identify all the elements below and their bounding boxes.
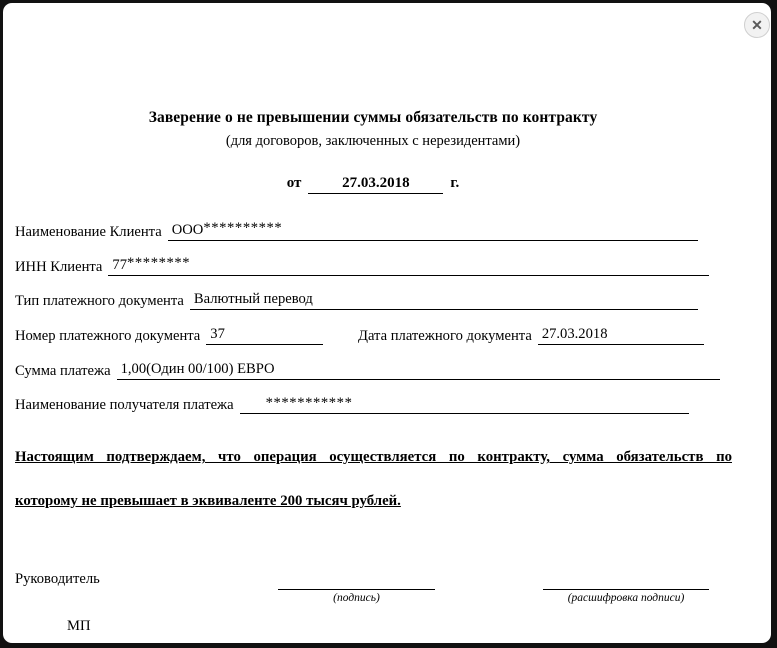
document-title: Заверение о не превышении суммы обязательств по контракту xyxy=(148,109,598,126)
document-sheet xyxy=(3,3,771,643)
payment-doc-date-value[interactable]: 27.03.2018 xyxy=(538,326,704,345)
document-date-header xyxy=(3,175,743,194)
field-row-payment-doc-type xyxy=(15,291,698,310)
payment-doc-number-value[interactable]: 37 xyxy=(206,326,323,345)
payment-doc-type-value[interactable]: Валютный перевод xyxy=(190,291,698,310)
transcript-caption: (расшифровка подписи) xyxy=(567,592,685,604)
field-row-payment-amount xyxy=(15,361,720,380)
confirmation-line-1: Настоящим подтверждаем, что операция осуществляется по контракту, сумма обязательств по xyxy=(15,449,732,465)
confirmation-paragraph xyxy=(15,446,732,513)
field-row-client-name xyxy=(15,220,698,241)
payment-doc-date-label: Дата платежного документа xyxy=(358,328,532,344)
client-inn-label: ИНН Клиента xyxy=(15,259,103,275)
payee-name-label: Наименование получателя платежа xyxy=(15,397,234,413)
client-name-value[interactable] xyxy=(168,220,698,241)
field-row-client-inn xyxy=(15,255,709,276)
signature-caption: (подпись) xyxy=(333,592,380,604)
payment-doc-number-label: Номер платежного документа xyxy=(15,328,201,344)
client-name-prefix: ООО xyxy=(171,222,204,238)
transcript-line[interactable] xyxy=(543,589,709,590)
confirmation-line-2: которому не превышает в эквиваленте 200 тысяч рублей. xyxy=(15,493,401,510)
client-name-label: Наименование Клиента xyxy=(15,224,162,240)
payment-amount-value[interactable]: 1,00(Один 00/100) ЕВРО xyxy=(117,361,720,380)
close-icon[interactable]: ✕ xyxy=(744,12,770,38)
field-row-payment-doc-number xyxy=(15,326,323,345)
payee-name-value[interactable]: *********** xyxy=(240,395,689,414)
signature-role-label: Руководитель xyxy=(15,571,100,587)
client-inn-mask: ******** xyxy=(127,255,191,271)
payment-doc-type-label: Тип платежного документа xyxy=(15,293,184,309)
payment-amount-label: Сумма платежа xyxy=(15,363,111,379)
document-date-value[interactable]: 27.03.2018 xyxy=(308,175,443,194)
client-name-mask: ********** xyxy=(203,220,283,236)
field-row-payee-name xyxy=(15,395,689,414)
date-suffix-label: г. xyxy=(450,175,460,191)
field-row-payment-doc-date xyxy=(358,326,704,345)
client-inn-value[interactable] xyxy=(108,255,709,276)
document-subtitle: (для договоров, заключенных с нерезидентами) xyxy=(225,133,521,149)
signature-line[interactable] xyxy=(278,589,435,590)
date-prefix-label: от xyxy=(286,175,302,191)
document-body xyxy=(3,3,771,643)
client-inn-prefix: 77 xyxy=(112,257,128,273)
stamp-label: МП xyxy=(67,618,91,634)
